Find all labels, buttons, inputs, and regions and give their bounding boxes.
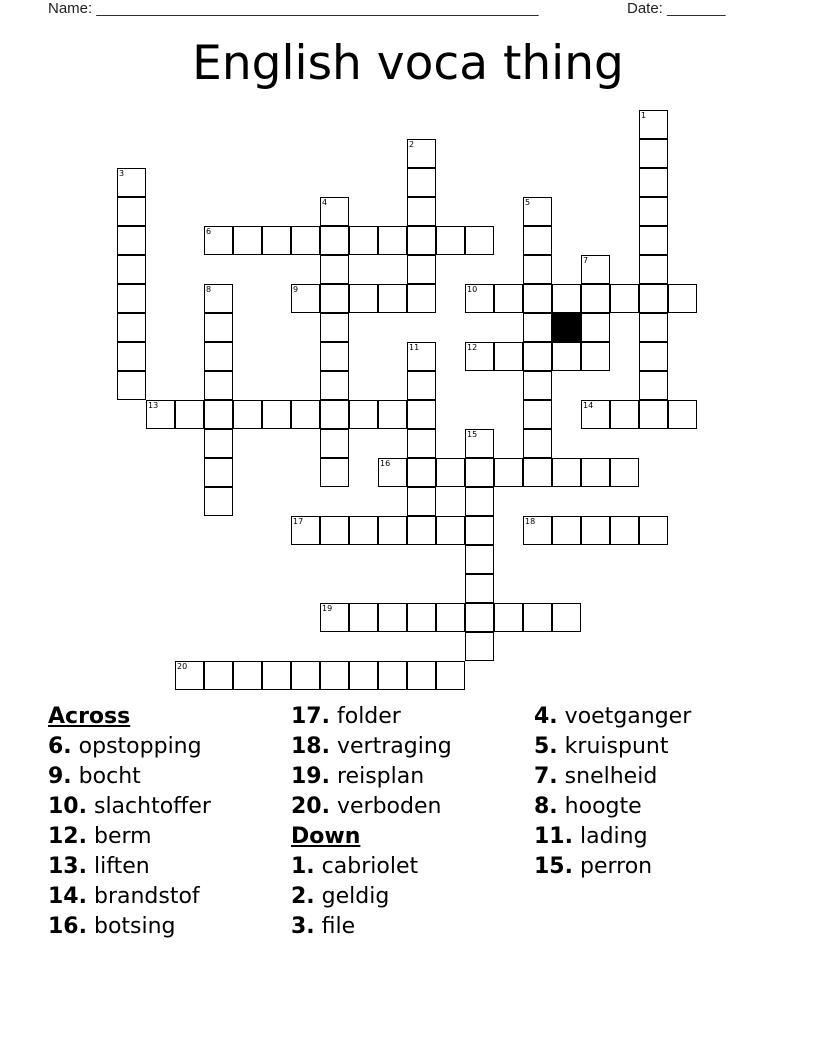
grid-cell[interactable] <box>465 545 494 574</box>
clue-item-text: cabriolet <box>321 854 419 879</box>
grid-cell[interactable] <box>175 400 204 429</box>
black-square <box>552 313 581 342</box>
grid-cell[interactable] <box>523 400 552 429</box>
clue-item-text: folder <box>336 704 401 729</box>
clue-item <box>48 912 211 942</box>
grid-cell[interactable] <box>639 226 668 255</box>
grid-cell[interactable] <box>465 632 494 661</box>
clue-item <box>48 792 211 822</box>
grid-cell[interactable] <box>117 371 146 400</box>
clue-item <box>48 762 211 792</box>
grid-cell[interactable] <box>465 429 494 458</box>
grid-cell[interactable] <box>523 255 552 284</box>
clue-item-number: 2. <box>291 884 315 909</box>
date-field-label: Date: _______ <box>627 0 726 17</box>
clue-item <box>534 852 691 882</box>
grid-cell[interactable] <box>523 458 552 487</box>
grid-cell[interactable] <box>320 400 349 429</box>
clue-number-label: 4 <box>322 198 328 207</box>
grid-cell[interactable] <box>204 284 233 313</box>
grid-cell[interactable] <box>639 197 668 226</box>
grid-cell[interactable] <box>320 429 349 458</box>
grid-cell[interactable] <box>436 458 465 487</box>
clue-column-3 <box>534 702 691 882</box>
clue-item-number: 13. <box>48 854 87 879</box>
clue-column-2 <box>291 702 452 942</box>
grid-cell[interactable] <box>407 342 436 371</box>
grid-cell[interactable] <box>581 516 610 545</box>
grid-cell[interactable] <box>291 226 320 255</box>
grid-cell[interactable] <box>523 516 552 545</box>
clue-item <box>48 852 211 882</box>
clue-item-text: liften <box>93 854 150 879</box>
clue-column-1 <box>48 702 211 942</box>
clue-item-number: 10. <box>48 794 87 819</box>
grid-cell[interactable] <box>378 458 407 487</box>
grid-cell[interactable] <box>407 516 436 545</box>
grid-cell[interactable] <box>465 487 494 516</box>
grid-cell[interactable] <box>407 255 436 284</box>
clue-item-text: snelheid <box>564 764 658 789</box>
clue-item-text: hoogte <box>564 794 642 819</box>
grid-cell[interactable] <box>175 661 204 690</box>
grid-cell[interactable] <box>378 284 407 313</box>
clue-item-number: 4. <box>534 704 558 729</box>
clue-item-text: reisplan <box>336 764 425 789</box>
clue-number-label: 8 <box>206 285 212 294</box>
clue-item-text: file <box>321 914 356 939</box>
grid-cell[interactable] <box>581 313 610 342</box>
clue-item <box>534 732 691 762</box>
clue-item-number: 1. <box>291 854 315 879</box>
clue-section-heading: Across <box>48 704 131 729</box>
grid-cell[interactable] <box>523 197 552 226</box>
grid-cell[interactable] <box>204 226 233 255</box>
grid-cell[interactable] <box>552 458 581 487</box>
grid-cell[interactable] <box>407 371 436 400</box>
grid-cell[interactable] <box>465 574 494 603</box>
grid-cell[interactable] <box>146 400 175 429</box>
clue-item-text: botsing <box>93 914 176 939</box>
grid-cell[interactable] <box>349 661 378 690</box>
grid-cell[interactable] <box>494 342 523 371</box>
grid-cell[interactable] <box>552 342 581 371</box>
grid-cell[interactable] <box>465 603 494 632</box>
clue-item-text: kruispunt <box>564 734 669 759</box>
grid-cell[interactable] <box>320 603 349 632</box>
grid-cell[interactable] <box>378 516 407 545</box>
clue-item-number: 14. <box>48 884 87 909</box>
clue-item <box>291 852 452 882</box>
grid-cell[interactable] <box>581 284 610 313</box>
grid-cell[interactable] <box>204 400 233 429</box>
clue-item <box>291 732 452 762</box>
clue-item-text: voetganger <box>564 704 692 729</box>
clue-item-number: 3. <box>291 914 315 939</box>
clue-item-number: 11. <box>534 824 573 849</box>
clue-item-number: 20. <box>291 794 330 819</box>
grid-cell[interactable] <box>320 197 349 226</box>
grid-cell[interactable] <box>204 661 233 690</box>
clue-number-label: 10 <box>467 285 478 294</box>
clue-item-text: slachtoffer <box>93 794 211 819</box>
grid-cell[interactable] <box>436 516 465 545</box>
grid-cell[interactable] <box>610 400 639 429</box>
grid-cell[interactable] <box>320 284 349 313</box>
grid-cell[interactable] <box>465 342 494 371</box>
grid-cell[interactable] <box>320 371 349 400</box>
clue-number-label: 13 <box>148 401 159 410</box>
grid-cell[interactable] <box>465 226 494 255</box>
clue-number-label: 5 <box>525 198 531 207</box>
clue-number-label: 16 <box>380 459 391 468</box>
grid-cell[interactable] <box>407 197 436 226</box>
grid-cell[interactable] <box>610 458 639 487</box>
grid-cell[interactable] <box>407 429 436 458</box>
grid-cell[interactable] <box>407 226 436 255</box>
grid-cell[interactable] <box>378 603 407 632</box>
clue-item-number: 9. <box>48 764 72 789</box>
clue-item <box>48 732 211 762</box>
grid-cell[interactable] <box>668 284 697 313</box>
clue-number-label: 12 <box>467 343 478 352</box>
grid-cell[interactable] <box>407 284 436 313</box>
grid-cell[interactable] <box>407 603 436 632</box>
grid-cell[interactable] <box>291 400 320 429</box>
grid-cell[interactable] <box>320 458 349 487</box>
grid-cell[interactable] <box>349 284 378 313</box>
clue-item <box>291 792 452 822</box>
clue-number-label: 7 <box>583 256 589 265</box>
grid-cell[interactable] <box>349 226 378 255</box>
clue-item-text: geldig <box>321 884 390 909</box>
grid-cell[interactable] <box>465 458 494 487</box>
grid-cell[interactable] <box>407 458 436 487</box>
grid-cell[interactable] <box>581 458 610 487</box>
clue-item-text: lading <box>579 824 648 849</box>
clue-item <box>48 882 211 912</box>
grid-cell[interactable] <box>262 661 291 690</box>
clue-number-label: 19 <box>322 604 333 613</box>
grid-cell[interactable] <box>639 313 668 342</box>
grid-cell[interactable] <box>494 284 523 313</box>
clue-number-label: 11 <box>409 343 420 352</box>
grid-cell[interactable] <box>291 661 320 690</box>
clue-item-text: opstopping <box>78 734 202 759</box>
grid-cell[interactable] <box>465 284 494 313</box>
grid-cell[interactable] <box>494 458 523 487</box>
clue-number-label: 3 <box>119 169 125 178</box>
grid-cell[interactable] <box>610 284 639 313</box>
grid-cell[interactable] <box>407 139 436 168</box>
grid-cell[interactable] <box>378 226 407 255</box>
grid-cell[interactable] <box>436 226 465 255</box>
grid-cell[interactable] <box>320 342 349 371</box>
grid-cell[interactable] <box>523 603 552 632</box>
grid-cell[interactable] <box>494 603 523 632</box>
grid-cell[interactable] <box>262 400 291 429</box>
grid-cell[interactable] <box>117 255 146 284</box>
clue-number-label: 20 <box>177 662 188 671</box>
grid-cell[interactable] <box>349 516 378 545</box>
clue-item-number: 17. <box>291 704 330 729</box>
grid-cell[interactable] <box>639 110 668 139</box>
grid-cell[interactable] <box>552 603 581 632</box>
grid-cell[interactable] <box>117 284 146 313</box>
clue-item-text: bocht <box>78 764 141 789</box>
grid-cell[interactable] <box>581 255 610 284</box>
grid-cell[interactable] <box>291 284 320 313</box>
clue-item-number: 12. <box>48 824 87 849</box>
clue-item <box>534 822 691 852</box>
grid-cell[interactable] <box>407 400 436 429</box>
grid-cell[interactable] <box>378 400 407 429</box>
clue-number-label: 18 <box>525 517 536 526</box>
grid-cell[interactable] <box>320 226 349 255</box>
grid-cell[interactable] <box>639 516 668 545</box>
clue-item <box>534 762 691 792</box>
grid-cell[interactable] <box>117 168 146 197</box>
grid-cell[interactable] <box>349 400 378 429</box>
grid-cell[interactable] <box>639 168 668 197</box>
clue-number-label: 2 <box>409 140 415 149</box>
clue-number-label: 14 <box>583 401 594 410</box>
grid-cell[interactable] <box>204 487 233 516</box>
clue-item-number: 7. <box>534 764 558 789</box>
grid-cell[interactable] <box>639 371 668 400</box>
grid-cell[interactable] <box>233 661 262 690</box>
name-field-label: Name: _____________________________________________________ <box>48 0 539 17</box>
grid-cell[interactable] <box>204 429 233 458</box>
grid-cell[interactable] <box>523 313 552 342</box>
grid-cell[interactable] <box>378 661 407 690</box>
grid-cell[interactable] <box>204 371 233 400</box>
grid-cell[interactable] <box>523 284 552 313</box>
clue-item <box>291 912 452 942</box>
clue-item-text: perron <box>579 854 653 879</box>
grid-cell[interactable] <box>639 255 668 284</box>
grid-cell[interactable] <box>349 603 378 632</box>
clue-item <box>291 762 452 792</box>
grid-cell[interactable] <box>523 226 552 255</box>
clue-item <box>534 702 691 732</box>
grid-cell[interactable] <box>639 284 668 313</box>
grid-cell[interactable] <box>117 197 146 226</box>
grid-cell[interactable] <box>523 342 552 371</box>
grid-cell[interactable] <box>523 371 552 400</box>
grid-cell[interactable] <box>639 400 668 429</box>
clue-number-label: 17 <box>293 517 304 526</box>
clue-item-number: 16. <box>48 914 87 939</box>
grid-cell[interactable] <box>117 313 146 342</box>
grid-cell[interactable] <box>320 255 349 284</box>
grid-cell[interactable] <box>204 342 233 371</box>
clue-item-text: berm <box>93 824 152 849</box>
grid-cell[interactable] <box>552 284 581 313</box>
grid-cell[interactable] <box>233 226 262 255</box>
grid-cell[interactable] <box>552 516 581 545</box>
clue-number-label: 15 <box>467 430 478 439</box>
clue-item-number: 8. <box>534 794 558 819</box>
grid-cell[interactable] <box>117 342 146 371</box>
grid-cell[interactable] <box>407 487 436 516</box>
grid-cell[interactable] <box>262 226 291 255</box>
clue-item <box>291 702 452 732</box>
grid-cell[interactable] <box>407 168 436 197</box>
puzzle-title: English voca thing <box>192 36 624 91</box>
clue-item-number: 6. <box>48 734 72 759</box>
grid-cell[interactable] <box>668 400 697 429</box>
grid-cell[interactable] <box>204 313 233 342</box>
grid-cell[interactable] <box>320 661 349 690</box>
grid-cell[interactable] <box>639 342 668 371</box>
grid-cell[interactable] <box>117 226 146 255</box>
clue-item-number: 19. <box>291 764 330 789</box>
clue-number-label: 6 <box>206 227 212 236</box>
clue-item <box>291 882 452 912</box>
clue-item <box>534 792 691 822</box>
grid-cell[interactable] <box>610 516 639 545</box>
clue-item-text: verboden <box>336 794 442 819</box>
grid-cell[interactable] <box>436 661 465 690</box>
grid-cell[interactable] <box>320 313 349 342</box>
grid-cell[interactable] <box>291 516 320 545</box>
grid-cell[interactable] <box>639 139 668 168</box>
grid-cell[interactable] <box>523 429 552 458</box>
grid-cell[interactable] <box>204 458 233 487</box>
clue-item-text: vertraging <box>336 734 452 759</box>
grid-cell[interactable] <box>407 661 436 690</box>
clue-item-text: brandstof <box>93 884 200 909</box>
grid-cell[interactable] <box>581 342 610 371</box>
grid-cell[interactable] <box>233 400 262 429</box>
grid-cell[interactable] <box>436 603 465 632</box>
clue-item <box>48 822 211 852</box>
clue-item-number: 15. <box>534 854 573 879</box>
grid-cell[interactable] <box>465 516 494 545</box>
clue-item-number: 5. <box>534 734 558 759</box>
clue-section-heading: Down <box>291 824 361 849</box>
grid-cell[interactable] <box>320 516 349 545</box>
clue-number-label: 1 <box>641 111 647 120</box>
clue-item-number: 18. <box>291 734 330 759</box>
clue-number-label: 9 <box>293 285 299 294</box>
grid-cell[interactable] <box>581 400 610 429</box>
